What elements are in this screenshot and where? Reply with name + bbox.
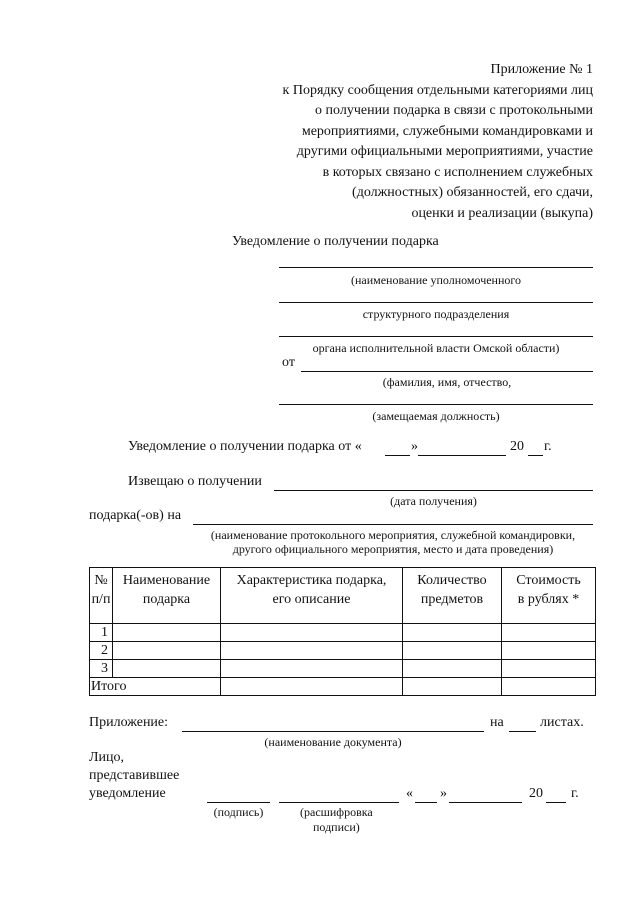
appendix-header [283, 60, 593, 224]
signature-line[interactable] [207, 802, 270, 803]
event-caption-1: (наименование протокольного мероприятия, служебной командировки, [210, 528, 576, 542]
header-cell: № п/п [90, 568, 113, 624]
header-line: к Порядку сообщения отдельными категориями лиц [282, 82, 593, 98]
gift-cost-cell[interactable] [502, 642, 596, 660]
attachment-on-label: на [490, 715, 504, 730]
form-title: Уведомление о получении подарка [232, 234, 439, 249]
notice-month-line[interactable] [418, 455, 506, 456]
addressee-caption-3: органа исполнительной власти Омской области) [312, 341, 560, 355]
gift-description-cell[interactable] [221, 624, 403, 642]
gift-description-cell[interactable] [221, 642, 403, 660]
gifts-table [89, 567, 596, 696]
sign-year-line[interactable] [546, 802, 566, 803]
addressee-caption-1: (наименование уполномоченного [350, 273, 522, 287]
received-label: Извещаю о получении [128, 474, 262, 489]
total-cost-cell[interactable] [502, 678, 596, 696]
sign-quote-close: » [440, 786, 447, 801]
event-caption-2: другого официального мероприятия, место и дата проведения) [232, 542, 554, 556]
table-total-row [90, 678, 596, 696]
sign-year: 20 [529, 786, 543, 801]
gift-cost-cell[interactable] [502, 624, 596, 642]
header-cell: Характеристика подарка, его описание [221, 568, 403, 624]
from-label: от [282, 355, 295, 370]
row-number: 3 [90, 660, 113, 678]
addressee-line-3[interactable] [279, 336, 593, 337]
notice-day-line[interactable] [385, 455, 410, 456]
event-line[interactable] [193, 524, 593, 525]
received-date-caption: (дата получения) [390, 494, 477, 508]
submitter-line-3: уведомление [89, 786, 166, 801]
attachment-doc-caption: (наименование документа) [264, 735, 402, 749]
notice-quote-close: » [411, 439, 418, 454]
gift-name-cell[interactable] [113, 660, 221, 678]
header-line: в которых связано с исполнением служебных [322, 164, 593, 180]
position-line[interactable] [279, 404, 593, 405]
signature-caption: (подпись) [213, 805, 264, 819]
gift-cost-cell[interactable] [502, 660, 596, 678]
submitter-line-2: представившее [89, 768, 180, 783]
header-line: другими официальными мероприятиями, участие [296, 144, 593, 159]
total-description-cell[interactable] [221, 678, 403, 696]
gift-quantity-cell[interactable] [403, 624, 502, 642]
header-line: (должностных) обязанностей, его сдачи, [352, 185, 593, 200]
table-header-row [90, 568, 596, 624]
from-line[interactable] [301, 371, 593, 372]
total-quantity-cell[interactable] [403, 678, 502, 696]
notice-year: 20 [510, 439, 524, 454]
appendix-title: Приложение № 1 [490, 62, 593, 77]
header-line: мероприятиями, служебными командировками и [301, 123, 593, 139]
total-label: Итого [90, 678, 221, 696]
decode-caption-1: (расшифровка [300, 805, 373, 819]
addressee-caption-4: (фамилия, имя, отчество, [382, 375, 512, 389]
notice-prefix: Уведомление о получении подарка от « [128, 439, 362, 454]
gift-quantity-cell[interactable] [403, 660, 502, 678]
notice-year-suffix: г. [544, 439, 552, 454]
sign-month-line[interactable] [449, 802, 522, 803]
received-date-line[interactable] [274, 490, 593, 491]
addressee-line-1[interactable] [279, 267, 593, 268]
header-line: о получении подарка в связи с протокольными [315, 103, 593, 118]
addressee-caption-5: (замещаемая должность) [372, 409, 500, 423]
gift-quantity-cell[interactable] [403, 642, 502, 660]
gift-label: подарка(-ов) на [89, 508, 182, 523]
header-cell: Количество предметов [403, 568, 502, 624]
header-cell: Стоимость в рублях * [502, 568, 596, 624]
attachment-sheets-label: листах. [540, 715, 584, 730]
row-number: 2 [90, 642, 113, 660]
table-row [90, 660, 596, 678]
addressee-caption-2: структурного подразделения [362, 307, 510, 321]
attachment-sheets-line[interactable] [509, 731, 536, 732]
row-number: 1 [90, 624, 113, 642]
gift-description-cell[interactable] [221, 660, 403, 678]
attachment-label: Приложение: [89, 715, 169, 730]
addressee-line-2[interactable] [279, 302, 593, 303]
submitter-line-1: Лицо, [89, 750, 124, 765]
sign-day-line[interactable] [415, 802, 437, 803]
gift-name-cell[interactable] [113, 624, 221, 642]
gift-name-cell[interactable] [113, 642, 221, 660]
signature-decode-line[interactable] [279, 802, 399, 803]
table-row [90, 624, 596, 642]
table-row [90, 642, 596, 660]
sign-quote-open: « [406, 786, 413, 801]
notice-year-line[interactable] [528, 455, 543, 456]
header-line: оценки и реализации (выкупа) [411, 205, 593, 221]
attachment-doc-line[interactable] [182, 731, 484, 732]
sign-year-suffix: г. [571, 786, 579, 801]
header-cell: Наименование подарка [113, 568, 221, 624]
decode-caption-2: подписи) [313, 820, 360, 834]
